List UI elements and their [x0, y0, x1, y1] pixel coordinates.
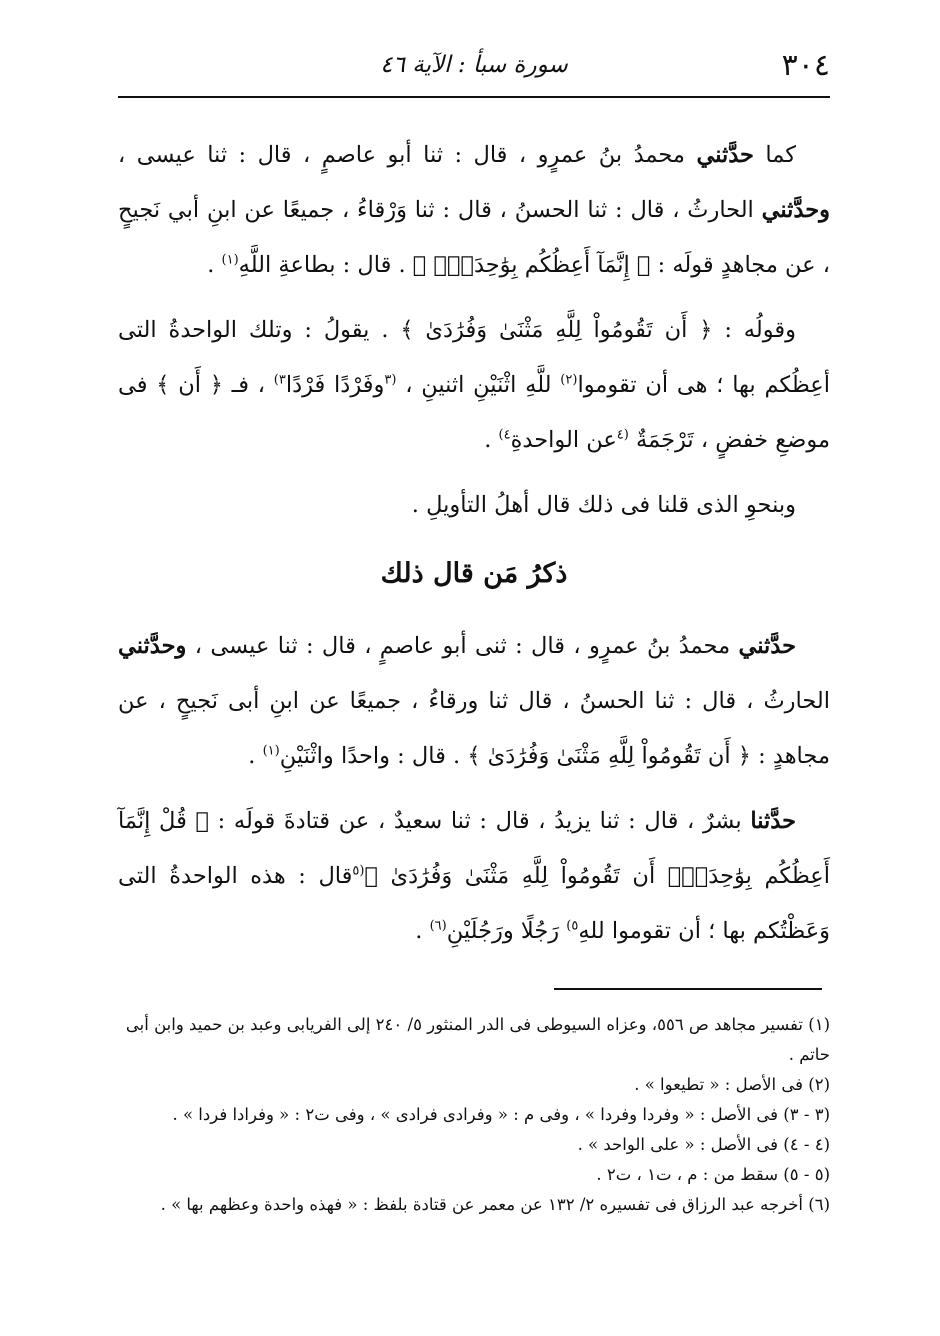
paragraph-3: وبنحوِ الذى قلنا فى ذلك قال أهلُ التأويلِ . [411, 492, 796, 518]
text-span: الحارثُ ، قال : ثنا الحسنُ ، قال : ثنا وَرْقاءُ ، جميعًا عن ابنِ أبي نَجيحٍ ، عن مجاهدٍ قولَه : [118, 197, 830, 278]
footnote-3: (٣ - ٣) فى الأصل : « وفردا وفردا » ، وفى م : « وفرادى فرادى » ، وفى ت٢ : « وفرادا فردا » . [172, 1105, 830, 1124]
text-span: فى موضعِ خفضٍ ، تَرْجَمَةٌ [118, 372, 830, 453]
footnote-2: (٢) فى الأصل : « تطيعوا » . [634, 1075, 830, 1094]
text-span: كما [753, 142, 796, 168]
header-rule [118, 96, 830, 98]
isnad-keyword: حدَّثنا [750, 808, 796, 834]
quran-verse: ﴿ إِنَّمَآ أَعِظُكُم بِوَٰحِدَةٍۖ ﴾ [412, 252, 651, 278]
footnote-ref: ٤) [498, 427, 511, 443]
footnote-ref: ٥) [566, 918, 579, 934]
text-span: . [484, 427, 499, 453]
page-header [118, 44, 830, 90]
footnote-ref: (٣ [384, 372, 397, 388]
isnad-keyword: وحدَّثني [761, 197, 830, 223]
running-title: سورة سبأ : الآية ٤٦ [380, 52, 568, 78]
isnad-keyword: وحدَّثني [118, 633, 187, 659]
text-span: . قال : بطاعةِ اللَّهِ [238, 252, 413, 278]
section-heading: ذكرُ مَن قال ذلك [380, 558, 568, 589]
footnote-ref: (٤ [616, 427, 629, 443]
text-span: . يقولُ : وتلك الواحدةُ التى أعِظُكم بها ؛ هى أن تقوموا [118, 317, 830, 398]
text-span: رَجُلًا ورَجُلَيْنِ [446, 918, 567, 944]
quran-verse: ﴿ أَن تَقُومُواْ لِلَّهِ مَثْنَىٰ وَفُرَٰدَىٰ ﴾ [400, 317, 713, 343]
text-span: . [207, 252, 222, 278]
text-span: وفَرْدًا فَرْدًا [285, 372, 385, 398]
isnad-keyword: حدَّثني [738, 633, 796, 659]
text-span: . [248, 743, 263, 769]
footnote-ref: (٢) [560, 372, 578, 388]
footnote-separator [554, 988, 822, 990]
text-span: بشرٌ ، قال : ثنا يزيدُ ، قال : ثنا سعيدٌ ، عن قتادةَ قولَه : [209, 808, 751, 834]
text-span: محمدُ بنُ عمرٍو ، قال : ثنى أبو عاصمٍ ، قال : ثنا عيسى ، [186, 633, 739, 659]
footnote-ref: (٥ [352, 863, 365, 879]
footnote-ref: (١) [262, 743, 280, 759]
footnote-5: (٥ - ٥) سقط من : م ، ت١ ، ت٢ . [596, 1165, 830, 1184]
quran-word: ﴿ أَن ﴾ [156, 372, 223, 398]
main-text [118, 128, 830, 969]
text-span: عن الواحدةِ [510, 427, 617, 453]
paragraph-4 [118, 619, 830, 784]
footnote-1: (١) تفسير مجاهد ص ٥٥٦، وعزاه السيوطى فى الدر المنثور ٥/ ٢٤٠ إلى الفريابى وعبد بن حميد وابن أبى حاتم . [125, 1015, 830, 1064]
text-span: وقولُه : [712, 317, 796, 343]
text-span: محمدُ بنُ عمرٍو ، قال : ثنا أبو عاصمٍ ، قال : ثنا عيسى ، [118, 142, 697, 168]
paragraph-1 [118, 128, 830, 293]
text-span: قال : هذه الواحدةُ التى وَعَظْتُكم بها ؛ أن تقوموا للهِ [118, 863, 830, 944]
page-number: ٣٠٤ [781, 48, 830, 83]
footnote-ref: (٦) [429, 918, 447, 934]
text-span: . [415, 918, 430, 944]
text-span: للَّهِ اثْنَيْنِ اثنينِ ، [396, 372, 561, 398]
isnad-keyword: حدَّثني [696, 142, 754, 168]
quran-verse: ﴿ أَن تَقُومُواْ لِلَّهِ مَثْنَىٰ وَفُرَٰدَىٰ ﴾ [467, 743, 751, 769]
text-span: ، فـ [222, 372, 274, 398]
footnote-6: (٦) أخرجه عبد الرزاق فى تفسيره ٢/ ١٣٢ عن معمر عن قتادة بلفظ : « فهذه واحدة وعظهم بها » . [160, 1195, 830, 1214]
quran-verse: ﴿ قُلْ إِنَّمَآ أَعِظُكُم بِوَٰحِدَةٍۖ أَن تَقُومُواْ لِلَّهِ مَثْنَىٰ وَفُرَٰدَىٰ ﴾ [118, 808, 830, 889]
text-span: الحارثُ ، قال : ثنا الحسنُ ، قال ثنا ورقاءُ ، جميعًا عن ابنِ أبى نَجيحٍ ، عن مجاهدٍ : [118, 688, 830, 769]
footnotes [118, 1010, 830, 1220]
footnote-4: (٤ - ٤) فى الأصل : « على الواحد » . [577, 1135, 830, 1154]
text-span: . قال : واحدًا واثْنَيْنِ [279, 743, 468, 769]
footnote-ref: (١) [221, 252, 239, 268]
paragraph-2 [118, 303, 830, 468]
footnote-ref: ٣) [273, 372, 286, 388]
paragraph-5 [118, 794, 830, 959]
